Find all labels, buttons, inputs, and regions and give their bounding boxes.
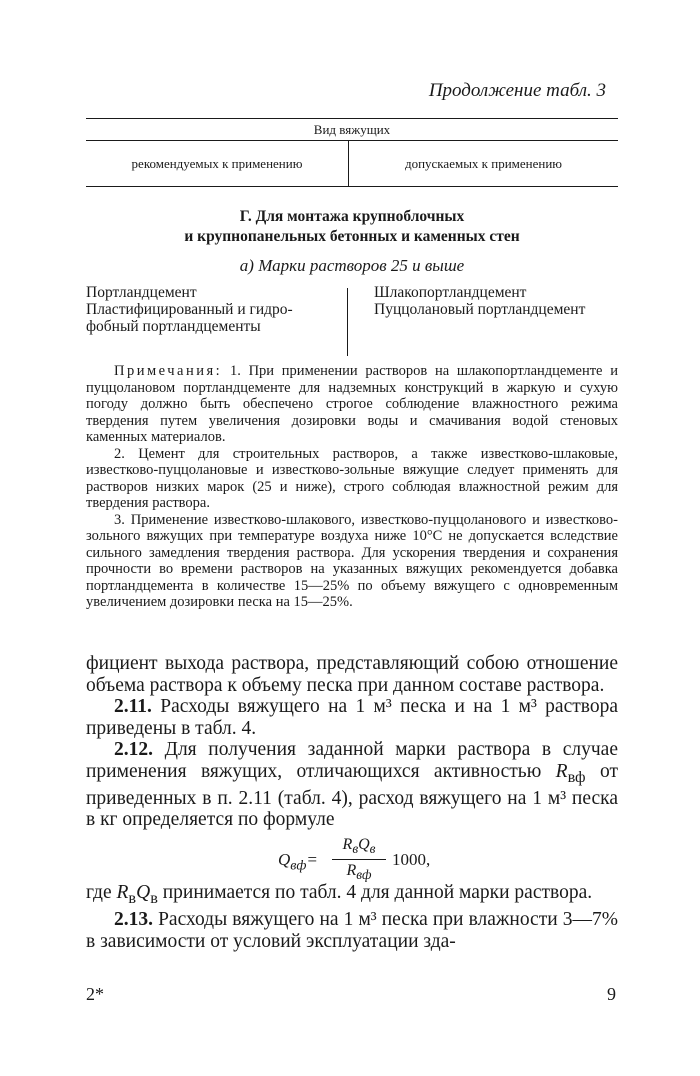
paragraph-text: Для получения заданной марки раствора в случае применения вяжущих, отличающихся активностью	[86, 739, 618, 782]
formula-lhs-var: Q	[278, 850, 291, 869]
variable-subscript: вф	[567, 767, 586, 786]
variable-subscript: в	[128, 888, 137, 907]
note-1	[86, 363, 618, 446]
allowed-binders-list	[374, 284, 624, 318]
list-item: Шлакопортландцемент	[374, 284, 527, 301]
table-rule-bottom	[86, 186, 618, 187]
formula-equals: =	[306, 850, 318, 869]
subsection-title: а) Марки растворов 25 и выше	[239, 256, 465, 275]
table-rule-middle	[86, 140, 618, 141]
formula-lhs	[278, 850, 318, 874]
formula-denominator	[332, 860, 386, 883]
formula-fraction	[332, 836, 386, 883]
table-rule-top	[86, 118, 618, 119]
notes-block	[86, 363, 618, 611]
variable-q: Q	[136, 882, 151, 903]
formula-num-r: R	[342, 836, 353, 853]
formula-den-sub: вф	[356, 867, 372, 883]
formula-coefficient: 1000,	[392, 850, 431, 869]
paragraph-text: где	[86, 882, 117, 903]
paragraph-text: от приведенных в п. 2.11 (табл. 4), расход вяжущего на 1 м³ песка в кг определяется по формуле	[86, 760, 618, 831]
list-item: фобный портландцементы	[86, 318, 261, 335]
formula-num-r-sub: в	[352, 841, 359, 857]
list-item: Пуццолановый портландцемент	[374, 301, 586, 318]
paragraph-text: принимается по табл. 4 для данной марки раствора.	[157, 882, 593, 903]
list-item: Пластифицированный и гидро-	[86, 301, 293, 318]
paragraph-2-13	[86, 909, 618, 952]
note-1-text: 1. При применении растворов на шлакопортландцементе и пуццолановом портландцементе для надземных конструкций в жаркую и сухую погоду должно быть обеспечено строгое соблюдение влажностного режима твердения путем увеличения дозировки воды и смачивания водой стеновых каменных материалов.	[86, 363, 618, 445]
paragraph-text: Расходы вяжущего на 1 м³ песка и на 1 м³ раствора приведены в табл. 4.	[86, 696, 618, 739]
formula-num-q-sub: в	[369, 841, 376, 857]
signature-mark: 2*	[86, 984, 104, 1004]
paragraph-continuation: фициент выхода раствора, представляющий собою отношение объема раствора к объему песка при данном составе раствора.	[86, 653, 618, 696]
paragraph-2-12	[86, 739, 618, 831]
recommended-binders-list	[86, 284, 336, 335]
note-3: 3. Применение известково-шлакового, известково-пуццоланового и известково-зольного вяжущих при температуре воздуха ниже 10°С не допускается вследствие сильного замедления твердения раствора. Для ускорения твердения и сохранения прочности во времени растворов на указанных вяжущих рекомендуется добавка портландцемента в количестве 15—25% по объему вяжущего с одновременным увеличением дозировки песка на 15—25%.	[86, 511, 618, 610]
formula-lhs-sub: вф	[290, 857, 307, 874]
body-text-lower	[86, 882, 618, 952]
table-header-allowed: допускаемых к применению	[404, 156, 563, 171]
list-item: Портландцемент	[86, 284, 197, 301]
page-number: 9	[607, 984, 616, 1004]
variable-r: R	[116, 882, 129, 903]
table-header	[86, 118, 618, 190]
clause-number: 2.11.	[114, 696, 152, 717]
paragraph-where	[86, 882, 618, 909]
formula-den-r: R	[346, 862, 357, 880]
variable-subscript: в	[150, 888, 158, 907]
notes-label: Примечания:	[114, 363, 223, 379]
section-title-line-2: и крупнопанельных бетонных и каменных стен	[184, 228, 520, 245]
clause-number: 2.12.	[114, 739, 153, 760]
formula-numerator	[332, 836, 386, 860]
formula-num-q: Q	[358, 836, 370, 853]
variable-r: R	[555, 760, 568, 782]
section-title	[86, 207, 618, 247]
table-continuation-label: Продолжение табл. 3	[428, 80, 606, 101]
formula	[0, 836, 700, 882]
note-2: 2. Цемент для строительных растворов, а также известково-шлаковые, известково-пуццолановые и известково-зольные вяжущие следует применять для растворов низких марок (25 и ниже), строго соблюдая влажностной режим для твердения раствора.	[86, 445, 618, 511]
section-title-line-1: Г. Для монтажа крупноблочных	[239, 208, 465, 225]
list-column-divider	[347, 288, 348, 356]
clause-number: 2.13.	[114, 909, 153, 931]
table-header-main: Вид вяжущих	[313, 122, 391, 137]
body-text-upper	[86, 653, 618, 831]
table-header-recommended: рекомендуемых к применению	[131, 156, 303, 171]
paragraph-text: Расходы вяжущего на 1 м³ песка при влажности 3—7% в зависимости от условий эксплуатации зда-	[86, 909, 618, 952]
paragraph-2-11	[86, 696, 618, 739]
